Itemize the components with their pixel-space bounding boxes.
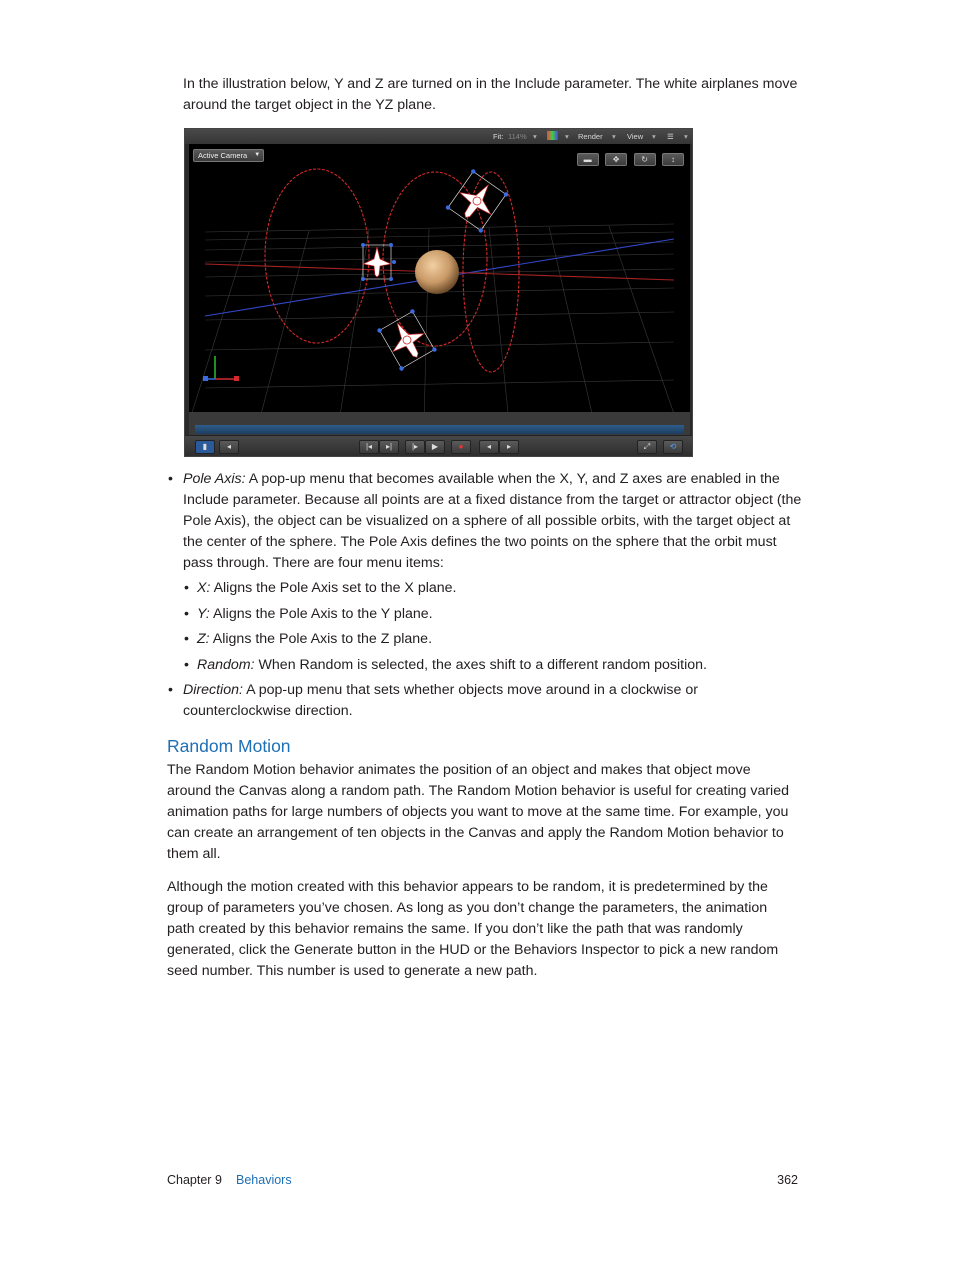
body-paragraph: Although the motion created with this behavior appears to be random, it is predetermined by the group of parameters you’ve chosen. As long as you don’t change the parameters, the animation path created by this behavior remains the same. If you don’t like the path that was randomly generated, click the Generate button in the HUD or the Behaviors Inspector to pick a new random seed number. This number is used to generate a new path.	[167, 879, 779, 979]
description: Aligns the Pole Axis to the Y plane.	[209, 605, 433, 622]
list-item: • Random: When Random is selected, the axes shift to a different random position.	[184, 656, 707, 673]
description: When Random is selected, the axes shift to a different random position.	[254, 656, 707, 673]
viewport-tools	[575, 149, 684, 162]
pan-icon[interactable]: ✥	[605, 153, 627, 166]
description: Aligns the Pole Axis to the Z plane.	[209, 631, 433, 647]
active-camera-label: Active Camera	[198, 151, 248, 160]
step-icon[interactable]: |▸	[405, 440, 425, 454]
term: X:	[197, 580, 211, 596]
chapter-link[interactable]: Behaviors	[236, 1173, 292, 1187]
chevron-down-icon: ▾	[652, 132, 656, 141]
chevron-down-icon: ▾	[533, 132, 537, 141]
timeline-track[interactable]	[195, 425, 684, 434]
chevron-down-icon: ▾	[565, 132, 569, 141]
term: Random:	[197, 656, 255, 673]
dolly-icon[interactable]: ↕	[662, 153, 684, 166]
chevron-down-icon: ▼	[254, 152, 261, 158]
list-item: • Direction: A pop-up menu that sets whether objects move around in a clockwise or counterclockwise direction.	[168, 682, 698, 719]
canvas-toolbar	[185, 129, 692, 144]
section-heading: Random Motion	[167, 736, 291, 756]
scene-graphic	[189, 144, 690, 422]
intro-paragraph: In the illustration below, Y and Z are turned on in the Include parameter. The white airplanes move around the target object in the YZ plane.	[183, 76, 798, 113]
description: A pop-up menu that becomes available when the X, Y, and Z axes are enabled in the Include parameter. Because all points are at a fixed distance from the target or attractor object (the Pole Axis), the object can be visualized on a sphere of all possible orbits, with the target object at the center of the sphere. The Pole Axis defines the two points on the sphere that the orbit must pass through. There are four menu items:	[183, 471, 802, 571]
orbit-icon[interactable]: ↻	[634, 153, 656, 166]
list-item: • Y: Aligns the Pole Axis to the Y plane.	[184, 605, 433, 622]
color-channel-icon[interactable]	[547, 131, 558, 140]
description: Aligns the Pole Axis set to the X plane.	[210, 580, 457, 596]
active-camera-menu[interactable]	[193, 149, 264, 162]
term: Pole Axis:	[183, 471, 246, 487]
canvas-viewport[interactable]	[189, 144, 690, 422]
list-item: • Pole Axis: A pop-up menu that becomes available when the X, Y, and Z axes are enabled in the Include parameter. Because all points are at a fixed distance from the target or attractor object (the Pole Axis), the object can be visualized on a sphere of all possible orbits, with the target object at the center of the sphere. The Pole Axis defines the two points on the sphere that the orbit must pass through. There are four menu items:	[168, 471, 802, 571]
previous-frame-icon[interactable]: ◂	[479, 440, 499, 454]
play-range-icon[interactable]: ▮	[195, 440, 215, 454]
fullscreen-icon[interactable]: ⤢	[637, 440, 657, 454]
render-menu[interactable]: Render	[578, 132, 603, 141]
camera-icon[interactable]: ▬	[577, 153, 599, 166]
page-footer	[167, 1173, 798, 1189]
description: A pop-up menu that sets whether objects move around in a clockwise or counterclockwise direction.	[183, 682, 698, 719]
zoom-value[interactable]: 114%	[508, 132, 527, 141]
record-icon[interactable]: ●	[451, 440, 471, 454]
body-paragraph: The Random Motion behavior animates the position of an object and makes that object move around the Canvas along a random path. The Random Motion behavior is useful for creating varied animation paths for large numbers of objects you want to move at the same time. For example, you can create an arrangement of ten objects in the Canvas and apply the Random Motion behavior to them all.	[167, 762, 789, 862]
orbit-path	[265, 169, 369, 343]
parameter-list	[168, 469, 808, 722]
target-sphere	[415, 250, 459, 294]
chapter-label: Chapter 9	[167, 1173, 222, 1187]
mini-timeline[interactable]	[189, 412, 690, 436]
go-to-end-icon[interactable]: ▸|	[379, 440, 399, 454]
next-frame-icon[interactable]: ▸	[499, 440, 519, 454]
chevron-down-icon: ▾	[612, 132, 616, 141]
transport-controls	[185, 435, 692, 456]
go-to-start-icon[interactable]: |◂	[359, 440, 379, 454]
canvas-screenshot	[184, 128, 693, 457]
loop-icon[interactable]: ⟲	[663, 440, 683, 454]
chevron-down-icon: ▾	[684, 132, 688, 141]
term: Z:	[197, 631, 210, 647]
term: Direction:	[183, 682, 243, 698]
fit-label: Fit:	[493, 132, 504, 141]
page-number: 362	[777, 1173, 798, 1187]
term: Y:	[197, 605, 210, 622]
list-item: • X: Aligns the Pole Axis set to the X plane.	[184, 580, 457, 596]
layout-menu-icon[interactable]: ☰	[667, 132, 674, 141]
airplane	[377, 308, 438, 371]
play-icon[interactable]: ▶	[425, 440, 445, 454]
audio-icon[interactable]: ◂	[219, 440, 239, 454]
list-item: • Z: Aligns the Pole Axis to the Z plane.	[184, 631, 433, 647]
view-menu[interactable]: View	[627, 132, 644, 141]
